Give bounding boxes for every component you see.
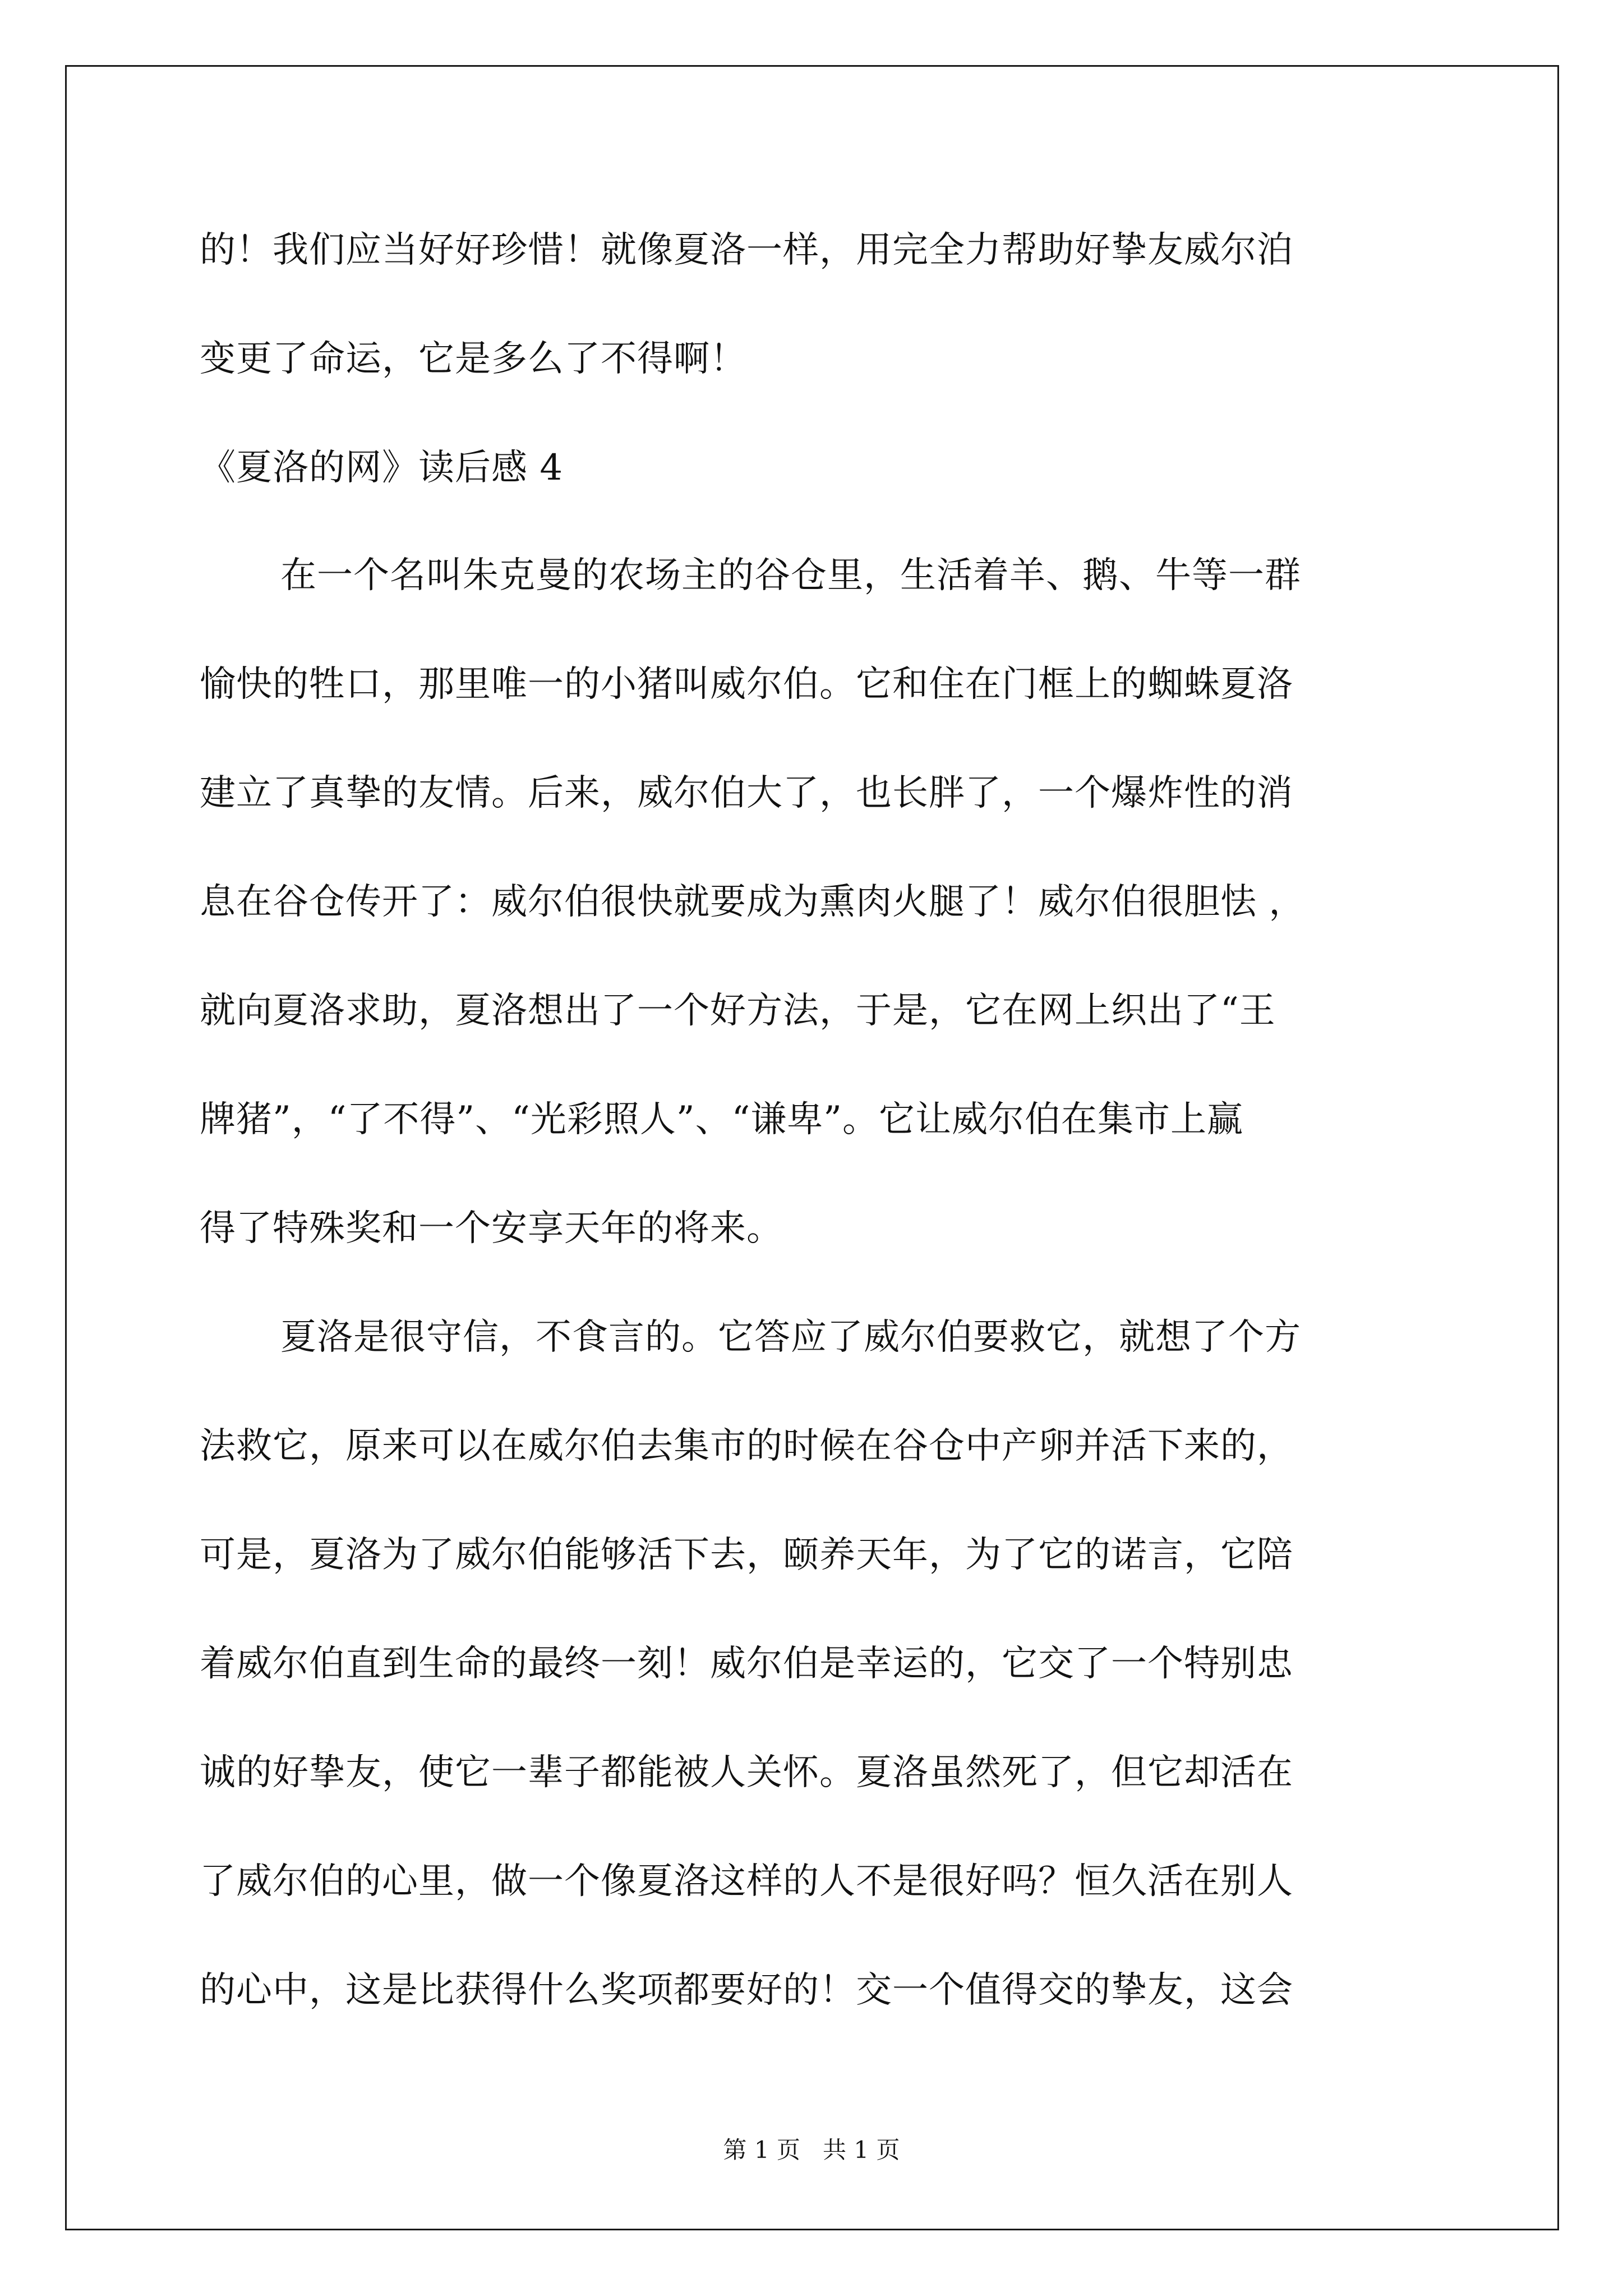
text-line-8: 就向夏洛求助，夏洛想出了一个好方法，于是，它在网上织出了“王 xyxy=(200,990,1276,1032)
text-line-11: 夏洛是很守信，不食言的。它答应了威尔伯要救它，就想了个方 xyxy=(280,1317,1301,1358)
page-footer: 第 1 页 共 1 页 xyxy=(723,2136,900,2164)
text-line-5: 愉快的牲口，那里唯一的小猪叫威尔伯。它和住在门框上的蜘蛛夏洛 xyxy=(200,664,1293,705)
text-line-12: 法救它，原来可以在威尔伯去集市的时候在谷仓中产卵并活下来的， xyxy=(200,1425,1293,1467)
text-line-9: 牌猪”，“了不得”、“光彩照人”、“谦卑”。它让威尔伯在集市上赢 xyxy=(200,1099,1244,1140)
text-line-17: 的心中，这是比获得什么奖项都要好的！交一个值得交的挚友，这会 xyxy=(200,1970,1293,2011)
text-line-16: 了威尔伯的心里，做一个像夏洛这样的人不是很好吗？恒久活在别人 xyxy=(200,1861,1293,1902)
text-line-14: 着威尔伯直到生命的最终一刻！威尔伯是幸运的，它交了一个特别忠 xyxy=(200,1643,1293,1685)
text-line-4: 在一个名叫朱克曼的农场主的谷仓里，生活着羊、鹅、牛等一群 xyxy=(280,555,1301,596)
text-line-13: 可是，夏洛为了威尔伯能够活下去，颐养天年，为了它的诺言，它陪 xyxy=(200,1534,1293,1576)
text-line-10: 得了特殊奖和一个安享天年的将来。 xyxy=(200,1208,783,1249)
text-line-6: 建立了真挚的友情。后来，威尔伯大了，也长胖了，一个爆炸性的消 xyxy=(200,772,1293,814)
text-line-2: 变更了命运，它是多么了不得啊！ xyxy=(200,338,746,380)
text-line-1: 的！我们应当好好珍惜！就像夏洛一样，用完全力帮助好挚友威尔泊 xyxy=(200,229,1293,271)
section-heading: 《夏洛的网》读后感 4 xyxy=(200,447,564,489)
text-line-15: 诚的好挚友，使它一辈子都能被人关怀。夏洛虽然死了，但它却活在 xyxy=(200,1752,1293,1793)
text-line-7: 息在谷仓传开了：威尔伯很快就要成为熏肉火腿了！威尔伯很胆怯 ， xyxy=(200,881,1306,923)
